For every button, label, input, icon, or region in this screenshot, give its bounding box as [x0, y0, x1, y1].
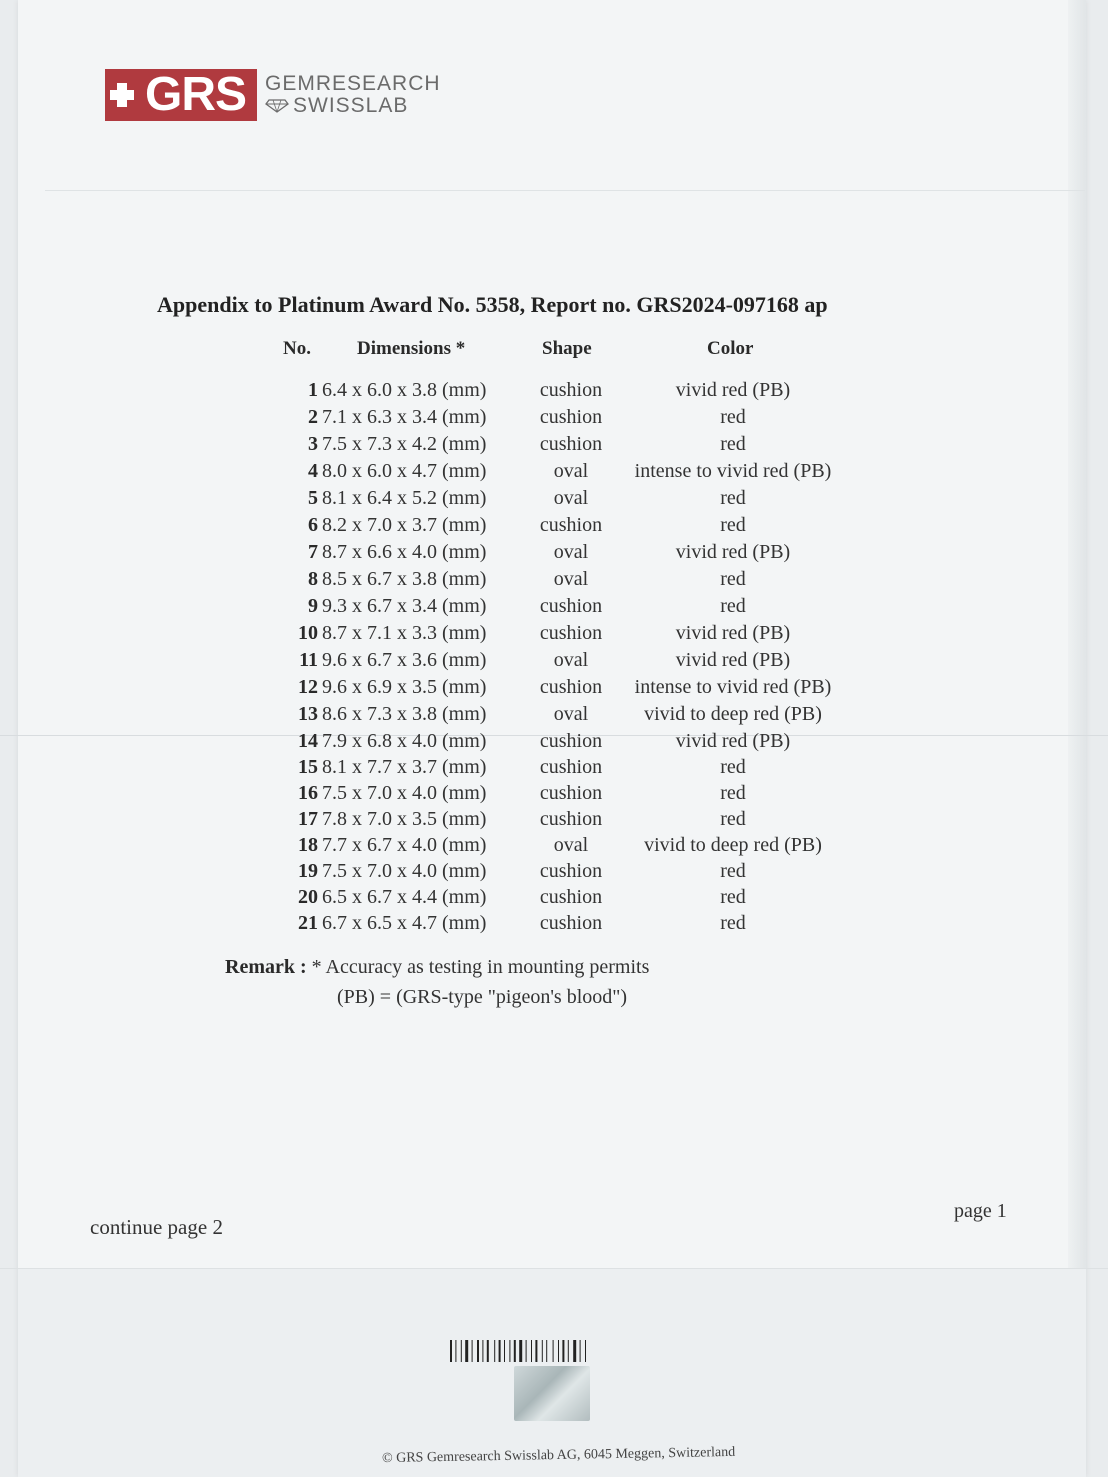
row-color: vivid red (PB) [675, 649, 791, 671]
row-dimensions: 6.5 x 6.7 x 4.4 (mm) [322, 886, 487, 908]
row-shape: oval [553, 541, 589, 563]
row-shape: cushion [539, 912, 603, 934]
table-row [0, 595, 1108, 622]
logo-line1: GEMRESEARCH [265, 72, 441, 95]
hologram-seal-icon [514, 1366, 590, 1421]
table-row [0, 487, 1108, 514]
row-dimensions: 9.6 x 6.9 x 3.5 (mm) [322, 676, 487, 698]
logo-line2: SWISSLAB [293, 94, 409, 117]
column-header-dimensions: Dimensions * [357, 338, 466, 359]
table-row [0, 649, 1108, 676]
row-dimensions: 7.5 x 7.0 x 4.0 (mm) [322, 782, 487, 804]
row-shape: cushion [539, 808, 603, 830]
remark-line1: * Accuracy as testing in mounting permits [311, 956, 650, 978]
diamond-icon [265, 99, 289, 113]
row-color: red [720, 487, 746, 509]
row-color: red [720, 912, 746, 934]
row-dimensions: 8.2 x 7.0 x 3.7 (mm) [322, 514, 487, 536]
table-row [0, 379, 1108, 406]
stone-table [0, 379, 1108, 938]
row-dimensions: 7.5 x 7.0 x 4.0 (mm) [322, 860, 487, 882]
row-number: 21 [298, 912, 318, 934]
remark-label: Remark : [225, 956, 307, 978]
copyright: © GRS Gemresearch Swisslab AG, 6045 Meggen, Switzerland [381, 1444, 736, 1467]
row-dimensions: 6.7 x 6.5 x 4.7 (mm) [322, 912, 487, 934]
table-row [0, 703, 1108, 730]
table-row [0, 514, 1108, 541]
row-number: 13 [298, 703, 318, 725]
row-dimensions: 8.5 x 6.7 x 3.8 (mm) [322, 568, 487, 590]
row-shape: oval [553, 703, 589, 725]
row-dimensions: 7.8 x 7.0 x 3.5 (mm) [322, 808, 487, 830]
row-number: 16 [298, 782, 318, 804]
row-shape: oval [553, 487, 589, 509]
row-shape: oval [553, 568, 589, 590]
table-row [0, 460, 1108, 487]
table-row [0, 622, 1108, 649]
row-dimensions: 6.4 x 6.0 x 3.8 (mm) [322, 379, 487, 401]
table-row [0, 782, 1108, 808]
logo-wordmark [265, 73, 441, 117]
continue-note: continue page 2 [90, 1215, 223, 1239]
row-dimensions: 7.5 x 7.3 x 4.2 (mm) [322, 433, 487, 455]
row-shape: cushion [539, 730, 603, 752]
page-title: Appendix to Platinum Award No. 5358, Report no. GRS2024-097168 ap [157, 292, 828, 317]
row-dimensions: 8.1 x 7.7 x 3.7 (mm) [322, 756, 487, 778]
row-shape: cushion [539, 379, 603, 401]
row-color: intense to vivid red (PB) [634, 460, 832, 482]
row-shape: cushion [539, 860, 603, 882]
row-color: vivid red (PB) [675, 379, 791, 401]
row-color: red [720, 808, 746, 830]
row-color: red [720, 886, 746, 908]
logo-badge [105, 69, 257, 121]
row-dimensions: 9.6 x 6.7 x 3.6 (mm) [322, 649, 487, 671]
table-row [0, 568, 1108, 595]
row-color: vivid to deep red (PB) [644, 703, 822, 725]
table-row [0, 406, 1108, 433]
row-color: vivid red (PB) [675, 730, 791, 752]
row-shape: cushion [539, 676, 603, 698]
row-dimensions: 9.3 x 6.7 x 3.4 (mm) [322, 595, 487, 617]
row-dimensions: 8.7 x 6.6 x 4.0 (mm) [322, 541, 487, 563]
row-dimensions: 7.9 x 6.8 x 4.0 (mm) [322, 730, 487, 752]
row-shape: cushion [539, 886, 603, 908]
row-color: vivid red (PB) [675, 541, 791, 563]
swiss-cross-icon [105, 69, 139, 121]
row-color: intense to vivid red (PB) [634, 676, 832, 698]
barcode [450, 1340, 660, 1362]
row-number: 5 [308, 487, 318, 509]
table-row [0, 676, 1108, 703]
row-number: 12 [298, 676, 318, 698]
row-shape: cushion [539, 782, 603, 804]
page-number: page 1 [954, 1200, 1007, 1222]
row-shape: oval [553, 460, 589, 482]
row-shape: cushion [539, 514, 603, 536]
row-number: 10 [298, 622, 318, 644]
row-number: 8 [308, 568, 318, 590]
row-dimensions: 8.7 x 7.1 x 3.3 (mm) [322, 622, 487, 644]
table-row [0, 834, 1108, 860]
row-shape: oval [553, 649, 589, 671]
row-color: red [720, 568, 746, 590]
table-row [0, 433, 1108, 460]
remark [225, 956, 650, 1008]
row-shape: cushion [539, 622, 603, 644]
column-header-no: No. [283, 338, 311, 359]
logo-letters: GRS [145, 68, 247, 121]
row-number: 7 [308, 541, 318, 563]
row-dimensions: 8.0 x 6.0 x 4.7 (mm) [322, 460, 487, 482]
row-number: 18 [298, 834, 318, 856]
row-number: 15 [298, 756, 318, 778]
table-row [0, 912, 1108, 938]
row-color: red [720, 782, 746, 804]
row-dimensions: 7.7 x 6.7 x 4.0 (mm) [322, 834, 487, 856]
row-color: vivid red (PB) [675, 622, 791, 644]
row-color: vivid to deep red (PB) [644, 834, 822, 856]
row-color: red [720, 514, 746, 536]
row-number: 20 [298, 886, 318, 908]
row-dimensions: 8.1 x 6.4 x 5.2 (mm) [322, 487, 487, 509]
row-shape: cushion [539, 595, 603, 617]
row-number: 6 [308, 514, 318, 536]
row-shape: cushion [539, 406, 603, 428]
row-color: red [720, 406, 746, 428]
fold-line [0, 1268, 1108, 1269]
table-row [0, 541, 1108, 568]
row-number: 19 [298, 860, 318, 882]
row-color: red [720, 860, 746, 882]
column-header-color: Color [707, 338, 754, 359]
table-row [0, 808, 1108, 834]
row-number: 3 [308, 433, 318, 455]
row-shape: cushion [539, 756, 603, 778]
table-row [0, 886, 1108, 912]
row-number: 9 [308, 595, 318, 617]
fold-line [45, 190, 1085, 191]
row-color: red [720, 595, 746, 617]
row-dimensions: 8.6 x 7.3 x 3.8 (mm) [322, 703, 487, 725]
row-number: 17 [298, 808, 318, 830]
table-row [0, 860, 1108, 886]
row-number: 14 [298, 730, 318, 752]
row-color: red [720, 756, 746, 778]
row-shape: oval [553, 834, 589, 856]
row-number: 11 [299, 649, 318, 671]
row-shape: cushion [539, 433, 603, 455]
row-color: red [720, 433, 746, 455]
table-row [0, 730, 1108, 756]
remark-line2: (PB) = (GRS-type "pigeon's blood") [337, 986, 628, 1008]
grs-logo [105, 69, 441, 121]
table-row [0, 756, 1108, 782]
row-number: 1 [308, 379, 318, 401]
row-dimensions: 7.1 x 6.3 x 3.4 (mm) [322, 406, 487, 428]
row-number: 2 [308, 406, 318, 428]
column-header-shape: Shape [542, 338, 592, 359]
row-number: 4 [308, 460, 318, 482]
